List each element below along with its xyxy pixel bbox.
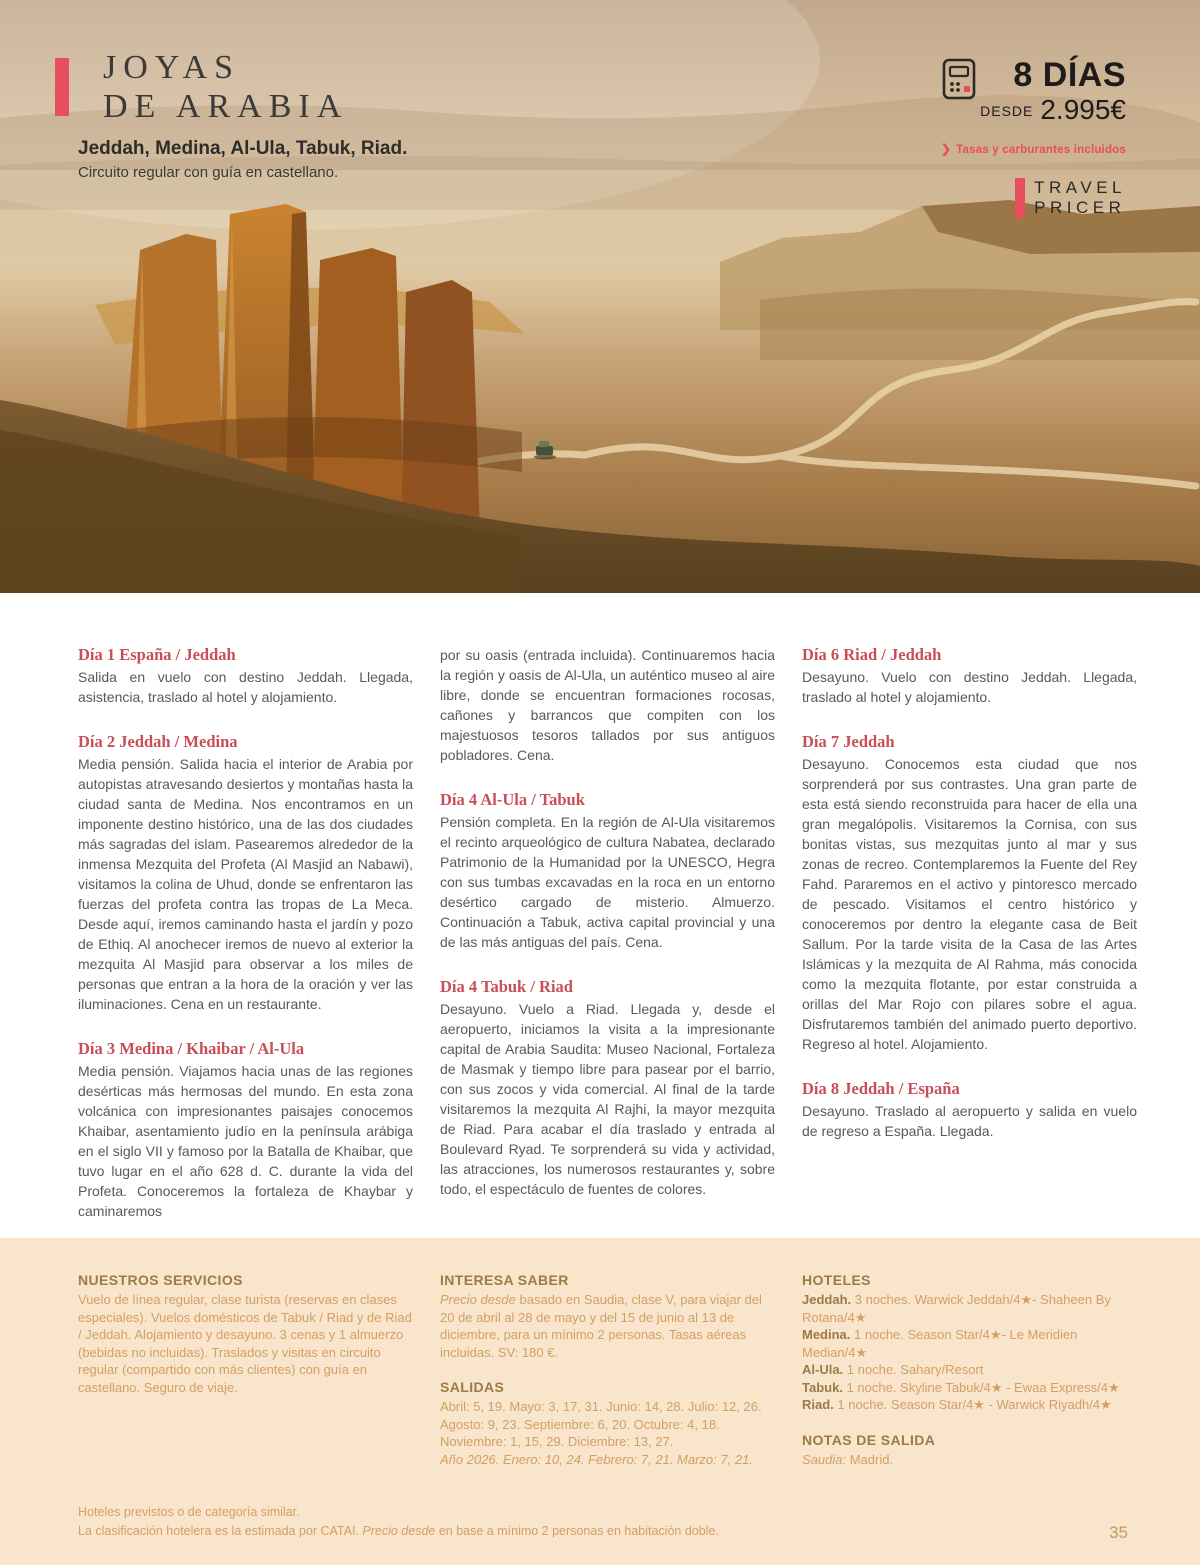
hotels-heading: HOTELES xyxy=(802,1272,871,1288)
hotel-line: Medina. 1 noche. Season Star/4★- Le Meridien Median/4★ xyxy=(802,1327,1078,1360)
notes-body: Saudia: Madrid. xyxy=(802,1451,894,1467)
departures-line: Abril: 5, 19. Mayo: 3, 17, 31. Junio: 14, 28. Julio: 12, 26. xyxy=(440,1399,762,1414)
hotel-line: Al-Ula. 1 noche. Sahary/Resort xyxy=(802,1362,984,1377)
hotels-block xyxy=(802,1272,1137,1414)
title-line-1: JOYAS xyxy=(103,49,241,86)
info-column-3 xyxy=(802,1272,1137,1565)
day-title: Día 8 Jeddah / España xyxy=(802,1079,960,1098)
duration-label: 8 DÍAS xyxy=(1013,56,1126,94)
know-heading: INTERESA SABER xyxy=(440,1272,569,1288)
price-block xyxy=(941,58,1126,218)
day-body: Desayuno. Traslado al aeropuerto y salida en vuelo de regreso a España. Llegada. xyxy=(802,1103,1137,1139)
services-block xyxy=(78,1272,413,1396)
departures-block xyxy=(440,1379,775,1468)
know-block xyxy=(440,1272,775,1361)
know-body: Precio desde basado en Saudia, clase V, para viajar del 20 de abril al 28 de mayo y del 15 de junio al 13 de diciembre, para un mínimo 2 personas. Tasas aéreas incluidas. SV: 180 €. xyxy=(440,1292,762,1360)
services-heading: NUESTROS SERVICIOS xyxy=(78,1272,243,1288)
departures-line: Agosto: 9, 23. Septiembre: 6, 20. Octubre: 4, 18. xyxy=(440,1416,720,1432)
day-entry-continuation xyxy=(440,645,775,765)
price-note: ❯ Tasas y carburantes incluidos xyxy=(940,142,1126,156)
footer-line-1: Hoteles previstos o de categoría similar. xyxy=(78,1505,300,1519)
day-title: Día 4 Al-Ula / Tabuk xyxy=(440,790,585,809)
itinerary-section xyxy=(0,593,1200,1238)
price-value: 2.995€ xyxy=(1040,94,1126,125)
day-body: Media pensión. Salida hacia el interior de Arabia por autopistas atravesando desiertos y montañas hasta la ciudad santa de Medina. Nos encontramos en un imponente destino histórico, una de las dos ciudades más sagradas del islam. Pasearemos alrededor de la inmensa Mezquita del Profeta (Al Masjid an Nabawi), visitamos la colina de Uhud, donde se enfrentaron las fuerzas del profeta contra las tropas de La Meca. Desde aquí, iremos caminando hasta el jardín y pozo de Ethiq. Al anochecer iremos de nuevo al exterior la mezquita Al Masjid para observar a los miles de personas que entran a la hora de la oración y ver las iluminaciones. Cena en un restaurante. xyxy=(78,756,413,1012)
travel-pricer-logo xyxy=(941,178,1126,218)
day-body: Desayuno. Vuelo con destino Jeddah. Llegada, traslado al hotel y alojamiento. xyxy=(802,669,1137,705)
day-title: Día 3 Medina / Khaibar / Al-Ula xyxy=(78,1039,305,1058)
day-entry xyxy=(440,790,775,952)
notes-block xyxy=(802,1432,1137,1469)
day-body: Desayuno. Conocemos esta ciudad que nos sorprenderá por sus contrastes. Una gran parte de esta está siendo reconstruida para hacer de ella una gran megalópolis. Visitaremos la Cornisa, con sus bonitas vistas, sus mezquitas junto al mar y sus zonas de recreo. Contemplaremos la Fuente del Rey Fahd. Pararemos en el activo y pintoresco mercado de pescado. Visitamos el centro histórico y conoceremos por dentro la elegante casa de Beit Sallum. Por la tarde visita de la Casa de las Artes Islámicas y la mezquita de Al Rahma, más conocida como la mezquita flotante, por estar construida a orillas del Mar Rojo con pilares sobre el agua. Disfrutaremos también del animado puerto deportivo. Regreso al hotel. Alojamiento. xyxy=(802,756,1137,1052)
day-body: Pensión completa. En la región de Al-Ula visitaremos el recinto arqueológico de cultura Nabatea, declarado Patrimonio de la Humanidad por la UNESCO, Hegra con sus tumbas excavadas en la roca en un entorno desértico cargado de misterio. Almuerzo. Continuación a Tabuk, activa capital provincial y una de las más antiguas del país. Cena. xyxy=(440,814,775,950)
day-entry xyxy=(78,1039,413,1221)
footer-notes xyxy=(78,1503,719,1541)
itinerary-column-2 xyxy=(440,645,775,1238)
page-number: 35 xyxy=(1109,1523,1128,1542)
logo-text: TRAVEL PRICER xyxy=(1034,178,1126,217)
day-body: por su oasis (entrada incluida). Continuaremos hacia la región y oasis de Al-Ula, un auténtico museo al aire libre, donde se encuentran formaciones rocosas, cañones y barrancos que compiten con los majestuosos tesoros tallados por sus antiguos pobladores. Cena. xyxy=(440,647,775,763)
day-entry xyxy=(802,732,1137,1054)
day-entry xyxy=(440,977,775,1199)
day-title: Día 6 Riad / Jeddah xyxy=(802,645,942,664)
day-entry xyxy=(78,645,413,707)
day-body: Media pensión. Viajamos hacia unas de las regiones desérticas más hermosas del mundo. En esta zona volcánica con impresionantes paisajes conocemos Khaibar, asentamiento judío en la península arábiga en el siglo VII y famoso por la Batalla de Khaibar, que tuvo lugar en el año 628 d. C. durante la vida del Profeta. Conoceremos la fortaleza de Khaybar y caminaremos xyxy=(78,1063,413,1219)
notes-heading: NOTAS DE SALIDA xyxy=(802,1431,936,1448)
day-body: Salida en vuelo con destino Jeddah. Llegada, asistencia, traslado al hotel y alojamiento. xyxy=(78,669,413,705)
itinerary-column-3 xyxy=(802,645,1137,1238)
day-title: Día 2 Jeddah / Medina xyxy=(78,732,238,751)
calculator-icon xyxy=(941,58,977,100)
day-entry xyxy=(78,732,413,1014)
hotel-line: Riad. 1 noche. Season Star/4★ - Warwick Riyadh/4★ xyxy=(802,1397,1112,1412)
departures-line: Noviembre: 1, 15, 29. Diciembre: 13, 27. xyxy=(440,1434,674,1449)
chevron-right-icon: ❯ xyxy=(940,142,952,156)
logo-accent-bar xyxy=(1015,178,1025,218)
hero-overlay xyxy=(0,0,1200,593)
day-title: Día 7 Jeddah xyxy=(802,732,895,751)
day-body: Desayuno. Vuelo a Riad. Llegada y, desde el aeropuerto, iniciamos la visita a la impresionante capital de Arabia Saudita: Museo Nacional, Fortaleza de Masmak y tiempo libre para pasear por el barrio, con sus zocos y vida comercial. Al final de la tarde visitaremos la mezquita Al Rajhi, la mayor mezquita de Riad. Para acabar el día traslado y entrada al Boulevard Ryad. Te sorprenderá su vida y actividad, las atracciones, los numerosos restaurantes y, sobre todo, el espectáculo de fuentes de colores. xyxy=(440,1001,775,1197)
hotel-line: Tabuk. 1 noche. Skyline Tabuk/4★ - Ewaa Express/4★ xyxy=(802,1379,1120,1395)
day-entry xyxy=(802,645,1137,707)
tour-tagline: Circuito regular con guía en castellano. xyxy=(78,164,339,181)
services-body: Vuelo de línea regular, clase turista (reservas en clases especiales). Vuelos domésticos de Tabuk / Riad y de Riad / Jeddah. Alojamiento y desayuno. 3 cenas y 1 almuerzo (bebidas no incluidas). Traslados y visitas en circuito regular (compartido con más clientes) con guía en castellano. Seguro de viaje. xyxy=(78,1292,412,1395)
hero-section xyxy=(0,0,1200,593)
itinerary-column-1 xyxy=(78,645,413,1238)
departures-heading: SALIDAS xyxy=(440,1379,505,1395)
title-accent-bar xyxy=(55,58,69,116)
day-title: Día 4 Tabuk / Riad xyxy=(440,977,573,996)
page-title xyxy=(103,48,348,126)
info-section xyxy=(0,1238,1200,1565)
hotel-line: Jeddah. 3 noches. Warwick Jeddah/4★- Shaheen By Rotana/4★ xyxy=(802,1292,1111,1325)
footer-line-2: La clasificación hotelera es la estimada por CATAI. Precio desde en base a mínimo 2 personas en habitación doble. xyxy=(78,1524,719,1538)
day-entry xyxy=(802,1079,1137,1141)
day-title: Día 1 España / Jeddah xyxy=(78,645,236,664)
price-prefix: DESDE xyxy=(980,103,1034,119)
title-line-2: DE ARABIA xyxy=(103,88,349,125)
route-subtitle: Jeddah, Medina, Al-Ula, Tabuk, Riad. xyxy=(78,138,408,159)
departures-line-2026: Año 2026. Enero: 10, 24. Febrero: 7, 21. Marzo: 7, 21. xyxy=(440,1451,753,1467)
